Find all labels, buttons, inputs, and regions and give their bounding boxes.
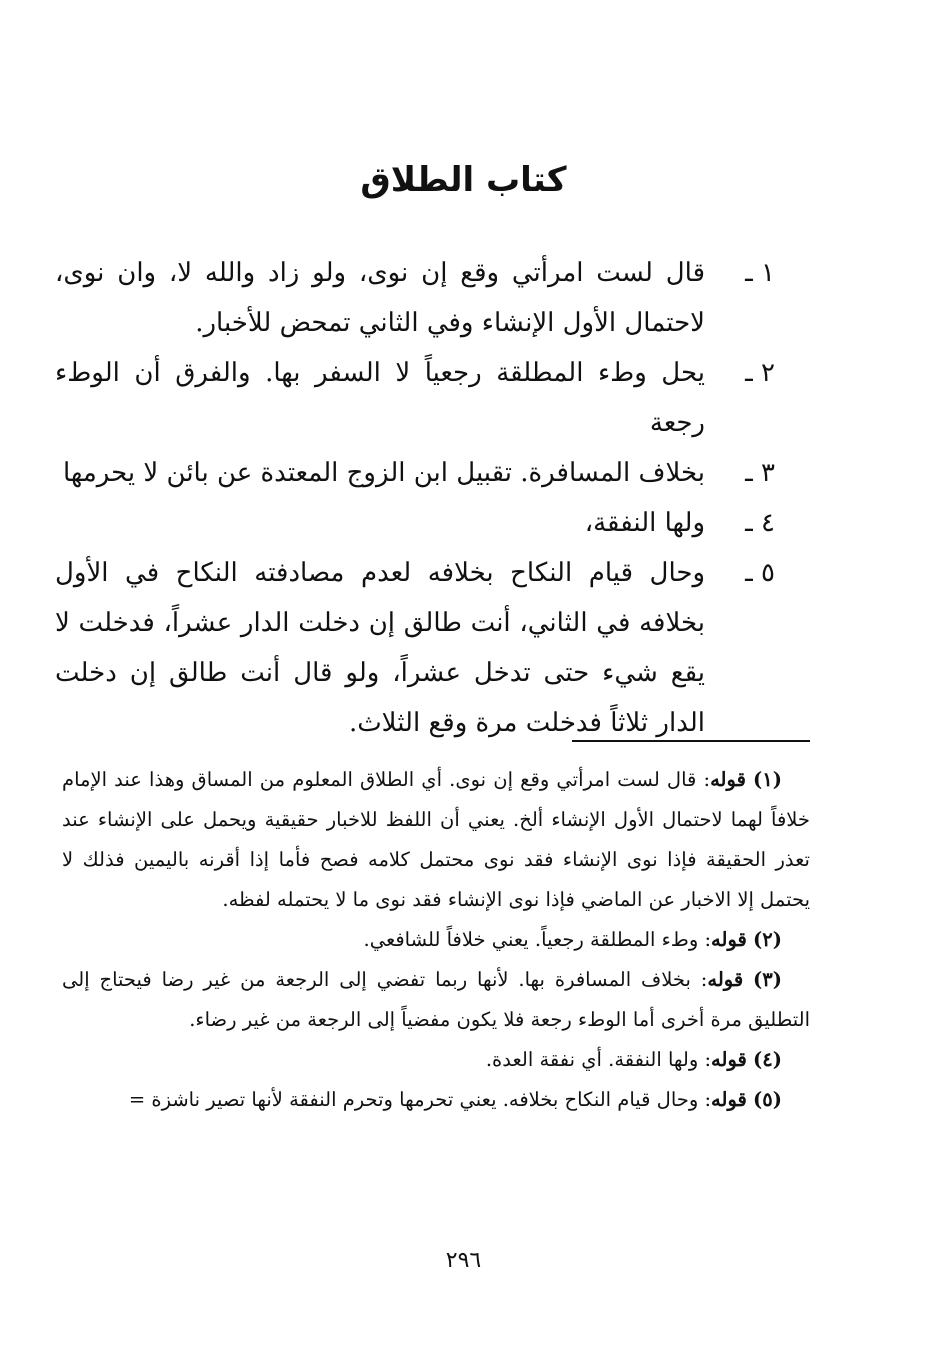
footnote-keyword: قوله bbox=[711, 1088, 747, 1111]
footnote-marker: (٣) bbox=[753, 968, 782, 991]
footnote-marker: (١) bbox=[753, 768, 782, 791]
footnote-text: وحال قيام النكاح بخلافه. يعني تحرمها وتحرم النفقة لأنها تصير ناشزة = bbox=[128, 1088, 699, 1111]
footnote-keyword: قوله bbox=[710, 768, 746, 791]
footnote-text: وطء المطلقة رجعياً. يعني خلافاً للشافعي. bbox=[363, 928, 699, 951]
entry-text: يحل وطء المطلقة رجعياً لا السفر بها. والفرق أن الوطء رجعة bbox=[55, 358, 705, 438]
entry-text: بخلاف المسافرة. تقبيل ابن الزوج المعتدة عن بائن لا يحرمها bbox=[62, 458, 705, 488]
footnote: (٢) قوله: وطء المطلقة رجعياً. يعني خلافاً للشافعي. bbox=[363, 928, 782, 951]
footnote-marker: (٢) bbox=[753, 928, 782, 951]
main-entry bbox=[55, 248, 775, 348]
chapter-title: كتاب الطلاق bbox=[360, 160, 567, 200]
footnote-keyword: قوله bbox=[711, 1048, 747, 1071]
footnote: (١) قوله: قال لست امرأتي وقع إن نوى. أي الطلاق المعلوم من المساق وهذا عند الإمام خلافاً لهما لاحتمال الأول الإنشاء ألخ. يعني أن اللفظ للاخبار حقيقية ويحمل على الإنشاء عند تعذر الحقيقة فإذا نوى الإنشاء فقد نوى محتمل كلامه فصح فأما إذا أقرنه باليمين فذلك لا يحتمل إلا الاخبار عن الماضي فإذا نوى الإنشاء فقد نوى ما لا يحتمله لفظه. bbox=[62, 768, 810, 911]
main-entry bbox=[55, 348, 775, 448]
main-entry bbox=[55, 498, 775, 548]
entry-number: ٣ ـ bbox=[745, 458, 775, 488]
entry-text: قال لست امرأتي وقع إن نوى، ولو زاد والله لا، وان نوى، لاحتمال الأول الإنشاء وفي الثاني تمحض للأخبار. bbox=[55, 258, 705, 338]
footnote-text: ولها النفقة. أي نفقة العدة. bbox=[485, 1048, 699, 1071]
entry-number: ٢ ـ bbox=[745, 358, 775, 388]
main-text bbox=[55, 248, 775, 748]
footnote-keyword: قوله bbox=[711, 928, 747, 951]
footnotes bbox=[62, 760, 810, 1120]
page-number: ٢٩٦ bbox=[445, 1248, 482, 1273]
entry-number: ٥ ـ bbox=[745, 558, 775, 588]
main-entry bbox=[55, 448, 775, 498]
footnote-text: بخلاف المسافرة بها. لأنها ربما تفضي إلى الرجعة من غير رضا فيحتاج إلى التطليق مرة أخرى أما الوطء رجعة فلا يكون مفضياً إلى الرجعة من غير رضاء. bbox=[62, 968, 810, 1031]
entry-text: وحال قيام النكاح بخلافه لعدم مصادفته النكاح في الأول بخلافه في الثاني، أنت طالق إن دخلت الدار عشراً، فدخلت لا يقع شيء حتى تدخل عشراً، ولو قال أنت طالق إن دخلت الدار ثلاثاً فدخلت مرة وقع الثلاث. bbox=[55, 558, 705, 738]
footnote: (٤) قوله: ولها النفقة. أي نفقة العدة. bbox=[485, 1048, 782, 1071]
footnote: (٣) قوله: بخلاف المسافرة بها. لأنها ربما تفضي إلى الرجعة من غير رضا فيحتاج إلى التطليق مرة أخرى أما الوطء رجعة فلا يكون مفضياً إلى الرجعة من غير رضاء. bbox=[62, 968, 810, 1031]
footnote-text: قال لست امرأتي وقع إن نوى. أي الطلاق المعلوم من المساق وهذا عند الإمام خلافاً لهما لاحتمال الأول الإنشاء ألخ. يعني أن اللفظ للاخبار حقيقية ويحمل على الإنشاء عند تعذر الحقيقة فإذا نوى الإنشاء فقد نوى محتمل كلامه فصح فأما إذا أقرنه باليمين فذلك لا يحتمل إلا الاخبار عن الماضي فإذا نوى الإنشاء فقد نوى ما لا يحتمله لفظه. bbox=[62, 768, 810, 911]
footnote: (٥) قوله: وحال قيام النكاح بخلافه. يعني تحرمها وتحرم النفقة لأنها تصير ناشزة = bbox=[128, 1088, 782, 1111]
entry-number: ٤ ـ bbox=[745, 508, 775, 538]
footnote-marker: (٤) bbox=[753, 1048, 782, 1071]
footnote-divider bbox=[572, 740, 810, 742]
entry-number: ١ ـ bbox=[745, 258, 775, 288]
main-entry bbox=[55, 548, 775, 748]
entry-text: ولها النفقة، bbox=[584, 508, 705, 538]
footnote-keyword: قوله bbox=[707, 968, 744, 991]
footnote-marker: (٥) bbox=[753, 1088, 782, 1111]
